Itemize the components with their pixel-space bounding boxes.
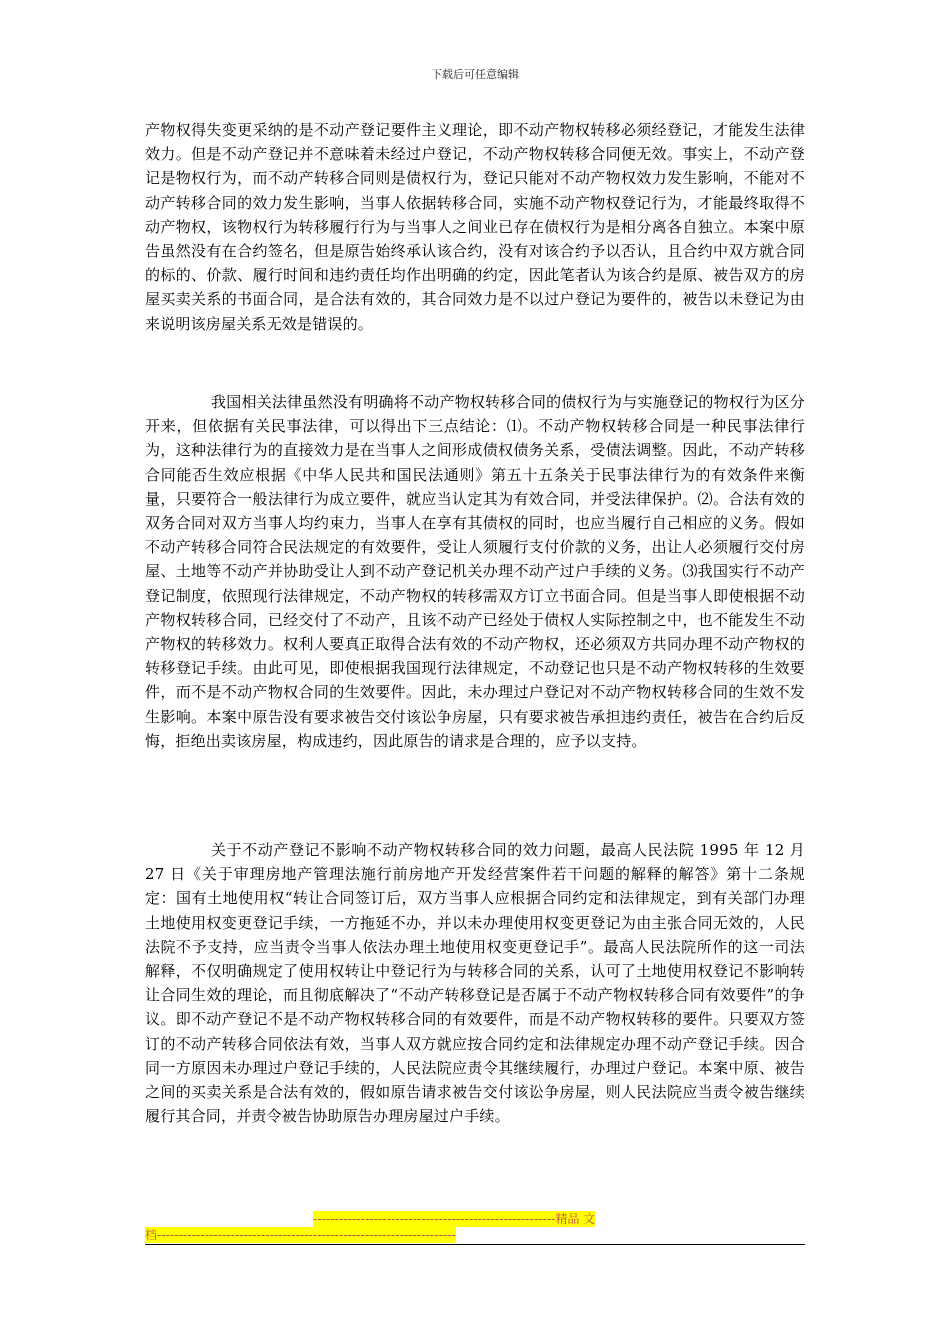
paragraph-2: 我国相关法律虽然没有明确将不动产物权转移合同的债权行为与实施登记的物权行为区分开来，但依据有关民事法律，可以得出下三点结论：⑴。不动产物权转移合同是一种民事法律行为，这种法律行为的直接效力是在当事人之间形成债权债务关系，受债法调整。因此，不动产转移合同能否生效应根据《中华人民共和国民法通则》第五十五条关于民事法律行为的有效条件来衡量，只要符合一般法律行为成立要件，就应当认定其为有效合同，并受法律保护。⑵。合法有效的双务合同对双方当事人均约束力，当事人在享有其债权的同时，也应当履行自己相应的义务。假如不动产转移合同符合民法规定的有效要件，受让人须履行支付价款的义务，出让人必须履行交付房屋、土地等不动产并协助受让人到不动产登记机关办理不动产过户手续的义务。⑶我国实行不动产登记制度，依照现行法律规定，不动产物权的转移需双方订立书面合同。但是当事人即使根据不动产物权转移合同，已经交付了不动产，且该不动产已经处于债权人实际控制之中，也不能发生不动产物权的转移效力。权利人要真正取得合法有效的不动产物权，还必须双方共同办理不动产物权的转移登记手续。由此可见，即使根据我国现行法律规定，不动登记也只是不动产物权转移的生效要件，而不是不动产物权合同的生效要件。因此，未办理过户登记对不动产物权转移合同的生效不发生影响。本案中原告没有要求被告交付该讼争房屋，只有要求被告承担违约责任，被告在合约后反悔，拒绝出卖该房屋，构成违约，因此原告的请求是合理的，应予以支持。 [145,393,805,750]
footer-line-1: --------------------------------------------------------精品 文 [313,1212,596,1226]
footer-divider [145,1244,805,1245]
footer-watermark [145,1211,805,1243]
footer-line-2: 档--------------------------------------------------------------------- [145,1228,456,1242]
paragraph-1: 产物权得失变更采纳的是不动产登记要件主义理论，即不动产物权转移必须经登记，才能发生法律效力。但是不动产登记并不意味着未经过户登记，不动产物权转移合同便无效。事实上，不动产登记是物权行为，而不动产转移合同则是债权行为，登记只能对不动产物权效力发生影响，不能对不动产转移合同的效力发生影响，当事人依据转移合同，实施不动产物权登记行为，才能最终取得不动产物权，该物权行为转移履行行为与当事人之间业已存在债权行为是相分离各自独立。本案中原告虽然没有在合约签名，但是原告始终承认该合约，没有对该合约予以否认，且合约中双方就合同的标的、价款、履行时间和违约责任均作出明确的约定，因此笔者认为该合约是原、被告双方的房屋买卖关系的书面合同，是合法有效的，其合同效力是不以过户登记为要件的，被告以未登记为由来说明该房屋关系无效是错误的。 [145,121,805,333]
paragraph-3: 关于不动产登记不影响不动产物权转移合同的效力问题，最高人民法院 1995 年 12 月 27 日《关于审理房地产管理法施行前房地产开发经营案件若干问题的解释的解答》第十二条规定：国有土地使用权“转让合同签订后，双方当事人应根据合同约定和法律规定，到有关部门办理土地使用权变更登记手续，一方拖延不办，并以未办理使用权变更登记为由主张合同无效的，人民法院不予支持，应当责令当事人依法办理土地使用权变更登记手”。最高人民法院所作的这一司法解释，不仅明确规定了使用权转让中登记行为与转移合同的关系，认可了土地使用权登记不影响转让合同生效的理论，而且彻底解决了“不动产转移登记是否属于不动产物权转移合同有效要件”的争议。即不动产登记不是不动产物权转移合同的有效要件，而是不动产物权转移的要件。只要双方签订的不动产转移合同依法有效，当事人双方就应按合同约定和法律规定办理不动产登记手续。因合同一方原因未办理过户登记手续的，人民法院应责令其继续履行，办理过户登记。本案中原、被告之间的买卖关系是合法有效的，假如原告请求被告交付该讼争房屋，则人民法院应当责令被告继续履行其合同，并责令被告协助原告办理房屋过户手续。 [145,841,805,1126]
header-note: 下载后可任意编辑 [431,68,519,81]
